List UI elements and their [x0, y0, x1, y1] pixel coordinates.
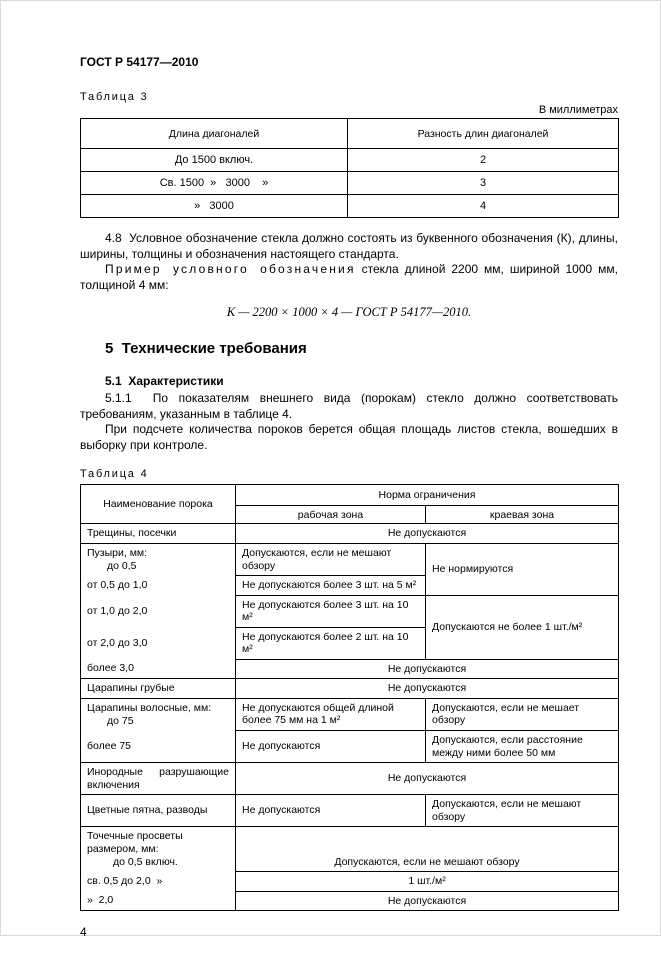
norm-cell: 1 шт./м² — [236, 872, 619, 892]
edge-zone-cell: Допускаются, если не мешают обзору — [426, 795, 619, 827]
norm-cell: Не допускаются — [236, 891, 619, 911]
defect-name-cell — [81, 698, 236, 731]
units-note: В миллиметрах — [538, 104, 618, 116]
example-lead: Пример условного обозначения — [105, 262, 356, 276]
defect-name-cell: св. 0,5 до 2,0 » — [81, 872, 236, 892]
work-zone-cell: Не допускаются общей длиной более 75 мм на 1 м² — [236, 698, 426, 731]
norm-cell: Допускаются, если не мешают обзору — [236, 827, 619, 872]
edge-zone-cell: Не нормируются — [426, 543, 619, 595]
table-row — [81, 543, 619, 576]
table-row — [81, 827, 619, 872]
norm-header: Норма ограничения — [236, 485, 619, 506]
defect-name-cell — [81, 827, 236, 872]
table-row — [81, 679, 619, 699]
work-zone-cell: Не допускаются более 2 шт. на 10 м² — [236, 627, 426, 659]
defects-table — [80, 484, 619, 911]
value-cell: 4 — [348, 195, 619, 218]
defect-group-title: Царапины волосные, мм: — [87, 701, 212, 714]
norm-cell: Не допускаются — [236, 679, 619, 699]
diagonal-table — [80, 118, 619, 218]
value-cell: 3 — [348, 172, 619, 195]
defect-name-cell: » 2,0 — [81, 891, 236, 911]
defect-name-cell: от 2,0 до 3,0 — [81, 627, 236, 659]
work-zone-header: рабочая зона — [236, 506, 426, 524]
table-row — [81, 795, 619, 827]
norm-cell: Не допускаются — [236, 659, 619, 679]
work-zone-cell: Не допускаются более 3 шт. на 5 м² — [236, 576, 426, 596]
defect-name-cell: более 75 — [81, 731, 236, 763]
example-text: стекла длиной 2200 мм, шириной 1000 мм, толщиной 4 мм: — [80, 262, 618, 292]
table-row — [81, 595, 619, 627]
table-row — [81, 731, 619, 763]
range-cell: До 1500 включ. — [81, 149, 348, 172]
defect-name-header: Наименование порока — [81, 485, 236, 524]
table-row — [81, 891, 619, 911]
defect-name-cell: от 1,0 до 2,0 — [81, 595, 236, 627]
table-row — [81, 763, 619, 795]
defect-name-cell: от 0,5 до 1,0 — [81, 576, 236, 596]
table-row — [81, 524, 619, 544]
edge-zone-cell: Допускаются, если расстояние между ними более 50 мм — [426, 731, 619, 763]
para-5-1-1: 5.1.1 По показателям внешнего вида (порокам) стекло должно соответствовать требованиям, указанным в таблице 4. — [80, 391, 618, 421]
defect-name-cell: Трещины, посечки — [81, 524, 236, 544]
defect-name-cell: Цветные пятна, разводы — [81, 795, 236, 827]
work-zone-cell: Допускаются, если не мешают обзору — [236, 543, 426, 576]
doc-code: ГОСТ Р 54177—2010 — [80, 55, 199, 69]
table-3-label: Таблица 3 — [80, 91, 149, 103]
table-header-row — [81, 119, 619, 149]
range-cell: » 3000 — [81, 195, 348, 218]
page-number: 4 — [80, 925, 87, 939]
edge-zone-cell: Допускаются не более 1 шт./м² — [426, 595, 619, 659]
table-row — [81, 698, 619, 731]
edge-zone-header: краевая зона — [426, 506, 619, 524]
defect-name-cell — [81, 543, 236, 576]
para-5-1-1-cont: При подсчете количества пороков берется общая площадь листов стекла, вошедших в выборку при контроле. — [80, 422, 618, 452]
defect-subitem: до 0,5 включ. — [113, 856, 178, 868]
table-row — [81, 149, 619, 172]
table-row — [81, 195, 619, 218]
table-row — [81, 172, 619, 195]
defect-subitem: до 0,5 — [107, 560, 137, 572]
table-row — [81, 659, 619, 679]
edge-zone-cell: Допускаются, если не мешает обзору — [426, 698, 619, 731]
work-zone-cell: Не допускаются — [236, 731, 426, 763]
table-header-row — [81, 485, 619, 506]
work-zone-cell: Не допускаются — [236, 795, 426, 827]
diagonal-length-header: Длина диагоналей — [81, 119, 348, 149]
defect-group-title: Точечные просветы размером, мм: — [87, 830, 183, 855]
para-4-8: 4.8 Условное обозначение стекла должно состоять из буквенного обозначения (К), длины, ширины, толщины и обозначения настоящего стандарта. — [80, 231, 618, 261]
section-5-1-heading: 5.1 Характеристики — [105, 374, 224, 388]
section-5-heading: 5 Технические требования — [105, 340, 307, 357]
designation-formula: К — 2200 × 1000 × 4 — ГОСТ Р 54177—2010. — [226, 305, 472, 319]
defect-subitem: до 75 — [107, 715, 134, 727]
defect-name-cell: Царапины грубые — [81, 679, 236, 699]
norm-cell: Не допускаются — [236, 763, 619, 795]
defect-name-cell: более 3,0 — [81, 659, 236, 679]
table-row — [81, 872, 619, 892]
diagonal-diff-header: Разность длин диагоналей — [348, 119, 619, 149]
value-cell: 2 — [348, 149, 619, 172]
table-4-label: Таблица 4 — [80, 468, 149, 480]
norm-cell: Не допускаются — [236, 524, 619, 544]
example-paragraph — [80, 262, 618, 293]
range-cell: Св. 1500 » 3000 » — [81, 172, 348, 195]
work-zone-cell: Не допускаются более 3 шт. на 10 м² — [236, 595, 426, 627]
defect-name-cell: Инородные разрушающие включения — [81, 763, 236, 795]
defect-group-title: Пузыри, мм: — [87, 546, 148, 559]
